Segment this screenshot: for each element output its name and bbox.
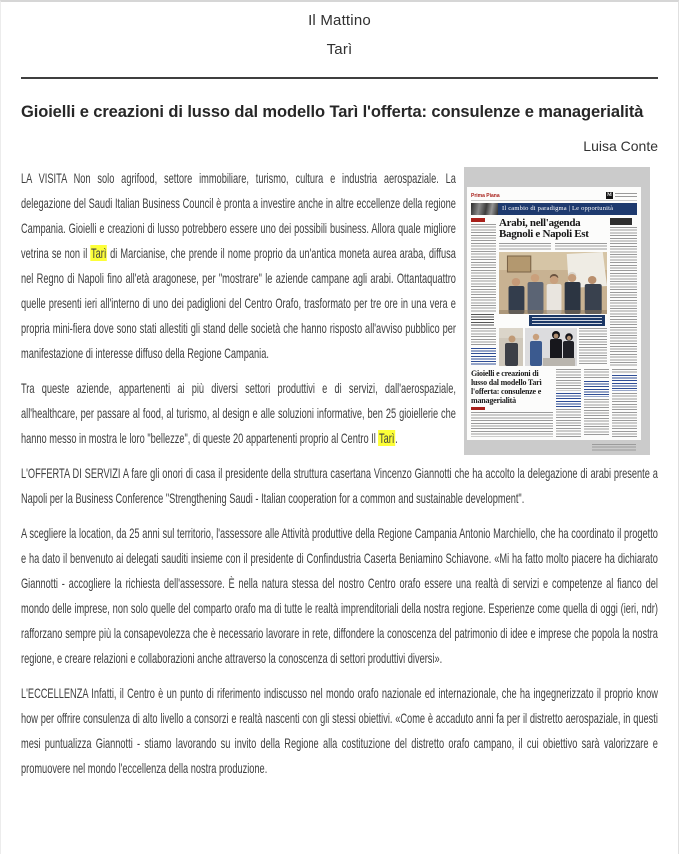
masthead-logo: M (607, 193, 612, 198)
source-title: Il Mattino (308, 12, 371, 29)
publication-tag: Tarì (326, 41, 353, 58)
header-divider (21, 77, 658, 79)
article-paragraph (21, 521, 658, 671)
paragraph-text: . (395, 430, 398, 446)
paragraph-text: LA VISITA Non solo agrifood, settore immobiliare, turismo, cultura e industria aerospaziale. La delegazione del Saudi Italian Business Council è pronta a investire anche in altre eccellenze della regione Campania. Gioielli e creazioni di lusso potrebbero essere uno dei possibili business. Allora quale migliore vetrina se non il (21, 170, 456, 261)
clipping-kicker: Prima Piana (471, 193, 500, 199)
article-paragraph (21, 681, 658, 781)
paragraph-text: A scegliere la location, da 25 anni sul territorio, l'assessore alle Attività produttive della Regione Campania Antonio Marchiello, che ha coordinato il progetto e ha dato il benvenuto ai delegati sauditi insieme con il presidente di Confindustria Caserta Beniamino Schiavone. «Mi ha fatto molto piacere ha dichiarato Giannotti - accogliere la richiesta dell'assessore. È nella natura stessa del nostro Centro orafo essere una realtà di servizi e competenze al fianco del mondo delle imprese, non solo quelle del comparto orafo ma di tutte le realtà imprenditoriali della nostra regione. Esperienze come quella di oggi (ieri, ndr) rafforzano sempre più la consapevolezza che è necessario lavorare in rete, diffondere la conoscenza del patrimonio di idee e imprese che popola la nostra regione, e creare relazioni e collaborazioni anche attraverso la conoscenza di settori produttivi diversi». (21, 525, 658, 666)
banner-text: Il cambio di paradigma | Le opportunità (502, 205, 614, 212)
article-body (21, 166, 658, 781)
article-paragraph (21, 461, 658, 511)
highlighted-term: Tarì (91, 245, 107, 261)
paragraph-text: Tra queste aziende, appartenenti ai più diversi settori produttivi e di servizi, dall'aerospaziale, all'healthcare, per passare al food, al turismo, al design e alle soluzioni informative, ben 25 gioiellerie che hanno messo in mostra le loro "bellezze", di queste 20 appartenenti proprio al Centro Il (21, 380, 456, 446)
article-byline: Luisa Conte (583, 138, 658, 154)
paragraph-text: L'OFFERTA DI SERVIZI A fare gli onori di casa il presidente della struttura casertana Vincenzo Giannotti che ha accolto la delegazione di arabi presente a Napoli per la Business Conference "Strengthening Saudi - Italian cooperation for a common and sustainable development". (21, 465, 658, 506)
paragraph-text: L'ECCELLENZA Infatti, il Centro è un punto di riferimento indiscusso nel mondo orafo nazionale ed internazionale, che ha ingegnerizzato il proprio know how per offrire consulenza di alto livello a consorzi e realtà nascenti con gli stessi obiettivi. «Come è accaduto anni fa per il distretto aerospaziale, in questi mesi puntualizza Giannotti - stiamo lavorando su invito della Regione alla costituzione del distretto orafo campano, il cui obiettivo sarà valorizzare e promuovere nel mondo l'eccellenza della nostra produzione. (21, 685, 658, 776)
article-paragraphs (21, 166, 658, 781)
clipping-inner-headline: Gioielli e creazioni di lusso dal modello Tarì l'offerta: consulenze e managerialità (471, 369, 542, 405)
highlighted-term: Tarì (379, 430, 395, 446)
image-float-spacer (456, 166, 658, 458)
clipping-main-headline: Arabi, nell'agenda Bagnoli e Napoli Est (499, 217, 589, 240)
paragraph-text: di Marcianise, che prende il nome proprio da un'antica moneta aurea araba, diffusa nel Regno di Napoli fino all'età aragonese, per "mostrare" le aziende campane agli arabi. Ottantaquattro quelle presenti ieri all'interno di uno dei padiglioni del Centro Orafo, trasformato per tre ore in una vera e propria mini-fiera dove sono stati allestiti gli stand delle società che hanno risposto all'avviso pubblico per manifestazione di interesse diffuso della Regione Campania. (21, 245, 456, 361)
article-headline: Gioielli e creazioni di lusso dal modello Tarì l'offerta: consulenze e managerialità (21, 103, 644, 121)
